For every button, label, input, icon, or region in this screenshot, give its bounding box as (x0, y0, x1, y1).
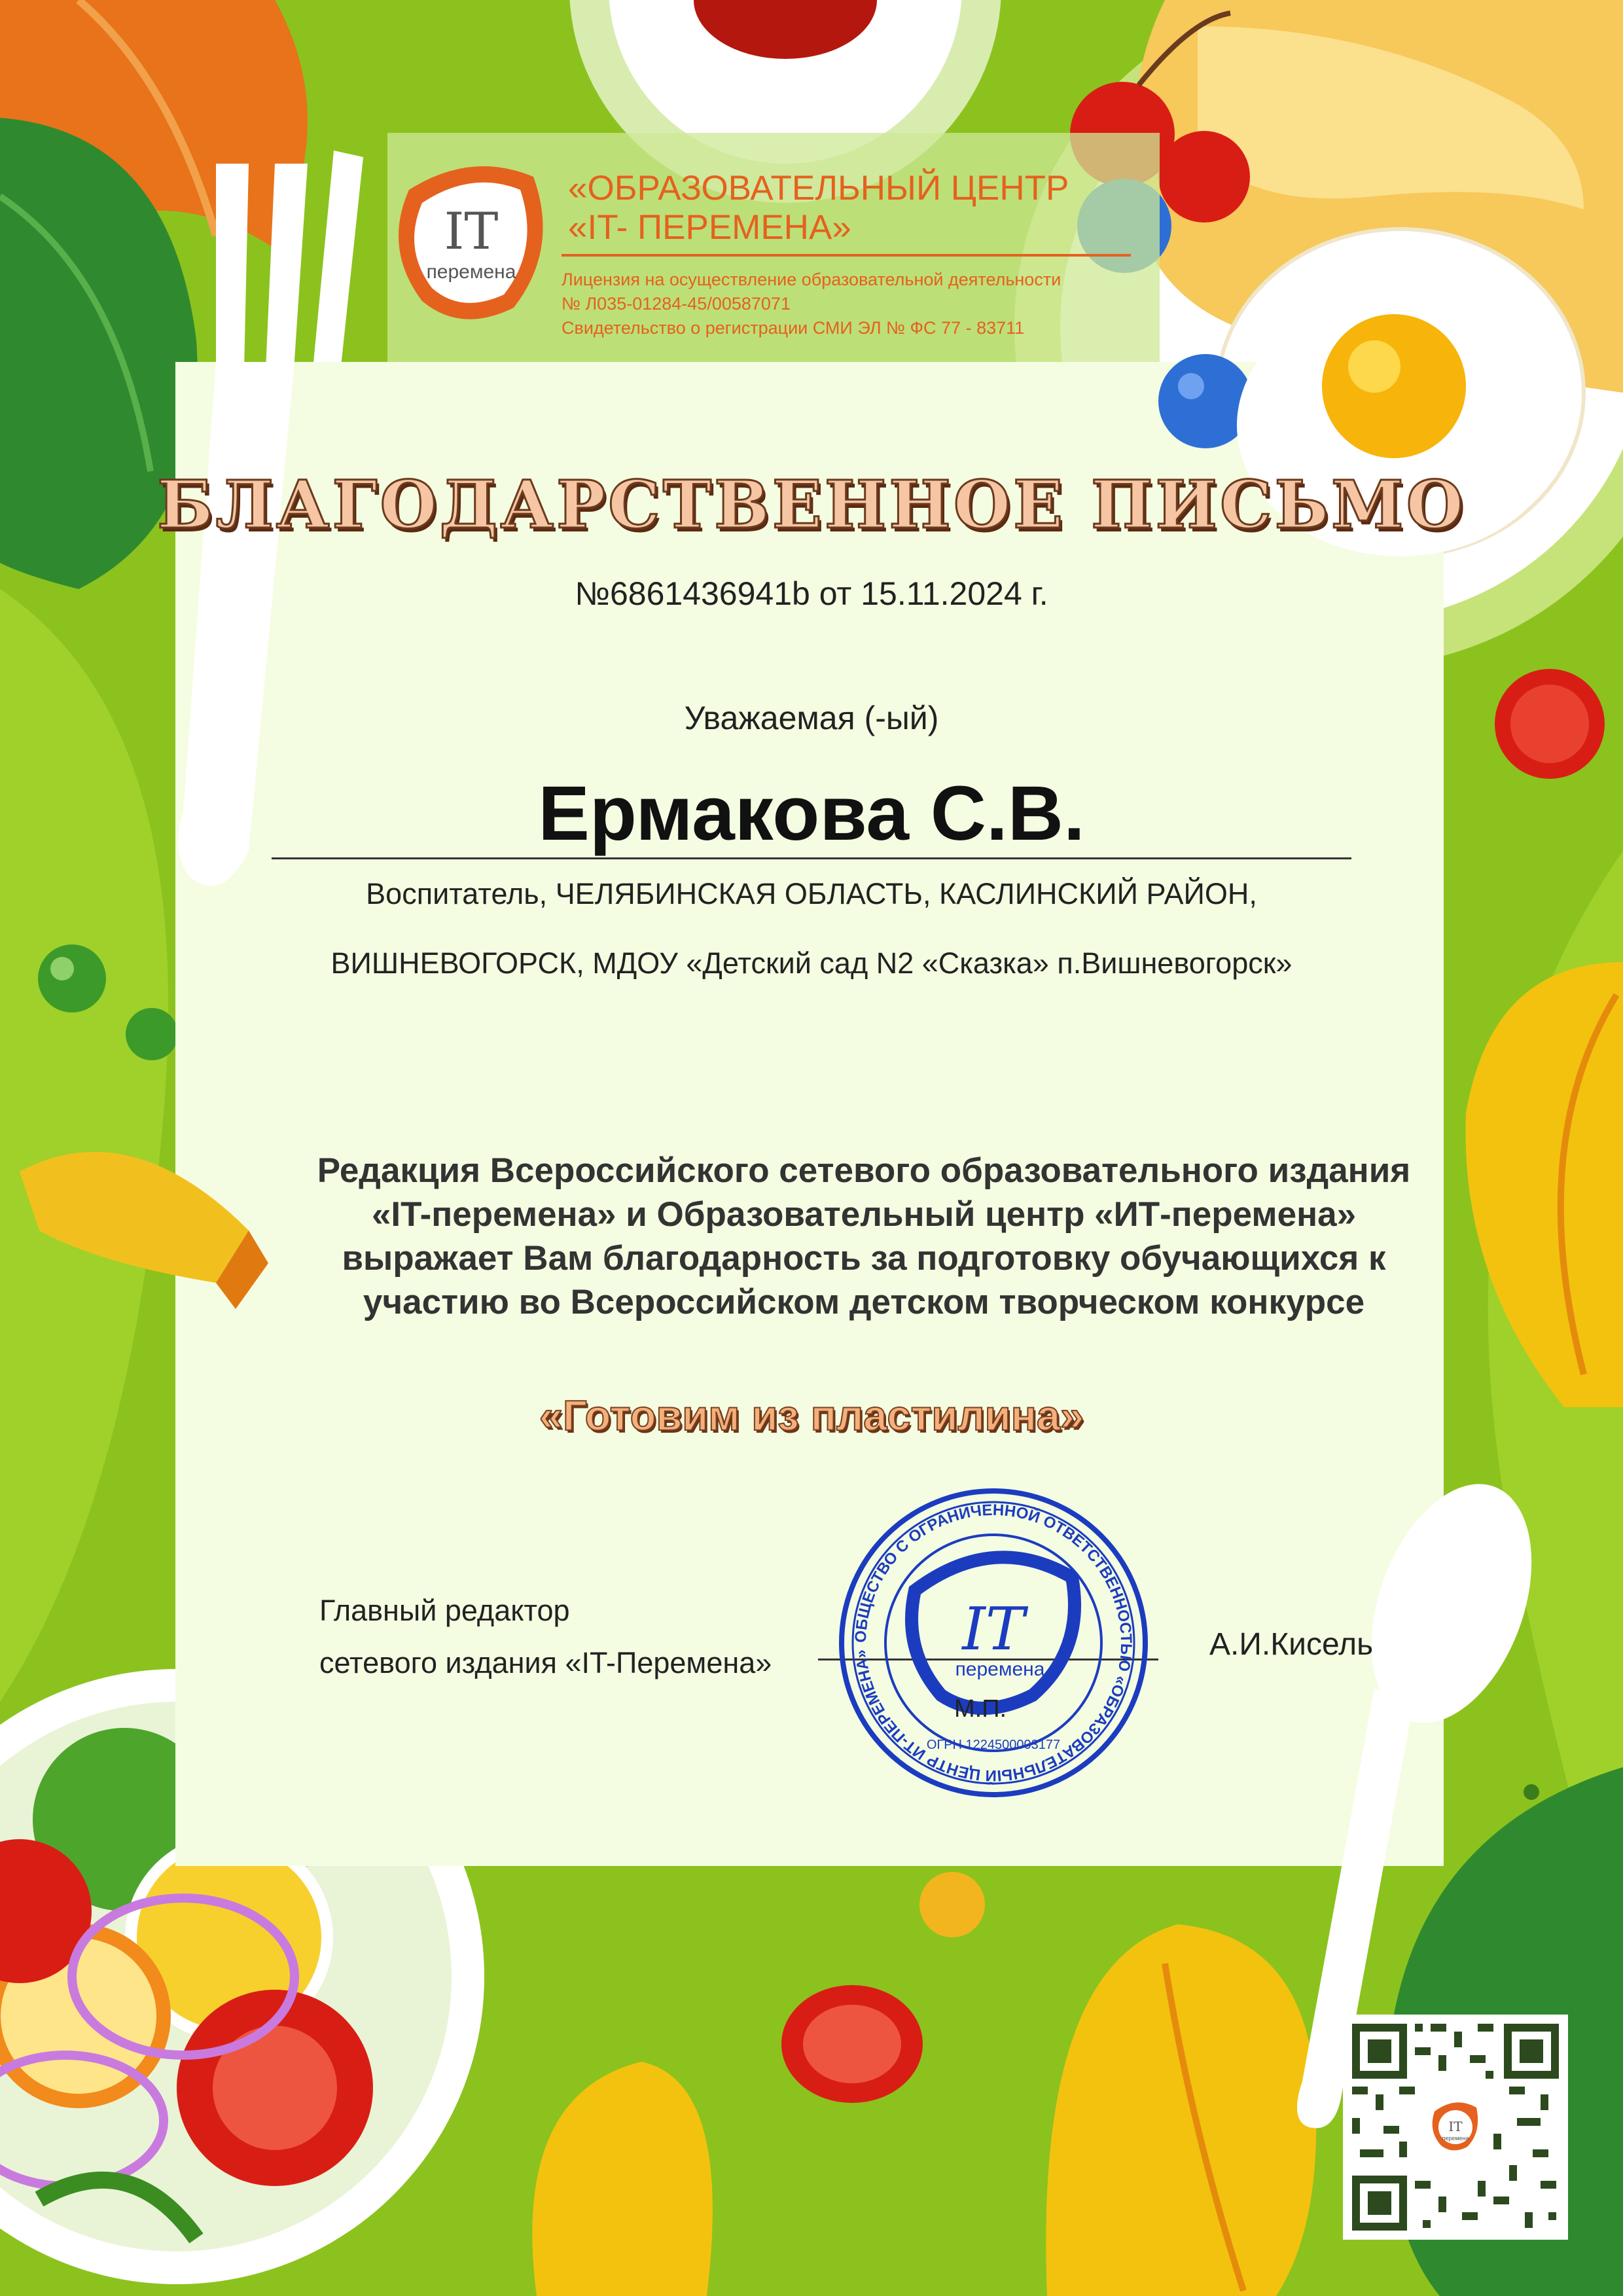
document-number: №6861436941b от 15.11.2024 г. (575, 575, 1048, 612)
signer-role-line1: Главный редактор (319, 1594, 570, 1627)
recipient-position-line1: Воспитатель, ЧЕЛЯБИНСКАЯ ОБЛАСТЬ, КАСЛИНСКИЙ РАЙОН, (366, 877, 1257, 910)
name-underline (272, 857, 1351, 859)
stamp-ogrn: ОГРН 1224500003177 (926, 1738, 1061, 1752)
gratitude-paragraph (249, 1149, 1479, 1324)
contest-name: «Готовим из пластилина» (539, 1391, 1084, 1439)
license-line1: Лицензия на осуществление образовательной деятельности (562, 270, 1061, 289)
stamp-mark: IT (962, 1595, 1025, 1664)
greeting: Уважаемая (-ый) (684, 700, 939, 736)
org-name-line1: «ОБРАЗОВАТЕЛЬНЫЙ ЦЕНТР (568, 169, 1069, 207)
license-line3: Свидетельство о регистрации СМИ ЭЛ № ФС 77 - 83711 (562, 318, 1025, 338)
gratitude-line1: Редакция Всероссийского сетевого образовательного издания (317, 1151, 1411, 1190)
recipient-name: Ермакова С.В. (538, 770, 1085, 857)
gratitude-line2: «IT-перемена» и Образовательный центр «ИТ-перемена» (371, 1195, 1357, 1234)
recipient-position-line2: ВИШНЕВОГОРСК, МДОУ «Детский сад N2 «Сказка» п.Вишневогорск» (330, 946, 1293, 980)
signer-role-line2: сетевого издания «IT-Перемена» (319, 1646, 772, 1679)
gratitude-line4: участию во Всероссийском детском творческом конкурсе (363, 1283, 1365, 1321)
stamp-ring-text: ОБЩЕСТВО С ОГРАНИЧЕННОЙ ОТВЕТСТВЕННОСТЬЮ «ОБРАЗОВАТЕЛЬНЫЙ ЦЕНТР ИТ-ПЕРЕМЕНА» (851, 1501, 1135, 1785)
stamp-place-label: М.П. (954, 1695, 1007, 1723)
org-name-line2: «IT- ПЕРЕМЕНА» (568, 208, 851, 247)
document-title: БЛАГОДАРСТВЕННОЕ ПИСЬМО (157, 466, 1466, 543)
header-divider (562, 254, 1131, 257)
signer-name: А.И.Кисель (1209, 1627, 1374, 1662)
logo-mark: IT (444, 202, 499, 261)
official-stamp (836, 1486, 1150, 1800)
stamp-mark-sub: перемена (955, 1659, 1045, 1680)
logo-mark-sub: перемена (426, 261, 516, 283)
org-logo (383, 151, 560, 327)
gratitude-line3: выражает Вам благодарность за подготовку обучающихся к (342, 1239, 1386, 1278)
qr-center-mark: IT (1448, 2119, 1463, 2134)
qr-code[interactable] (1343, 2015, 1568, 2240)
license-line2: № Л035-01284-45/00587071 (562, 294, 791, 314)
qr-center-sub: перемена (1442, 2135, 1469, 2142)
